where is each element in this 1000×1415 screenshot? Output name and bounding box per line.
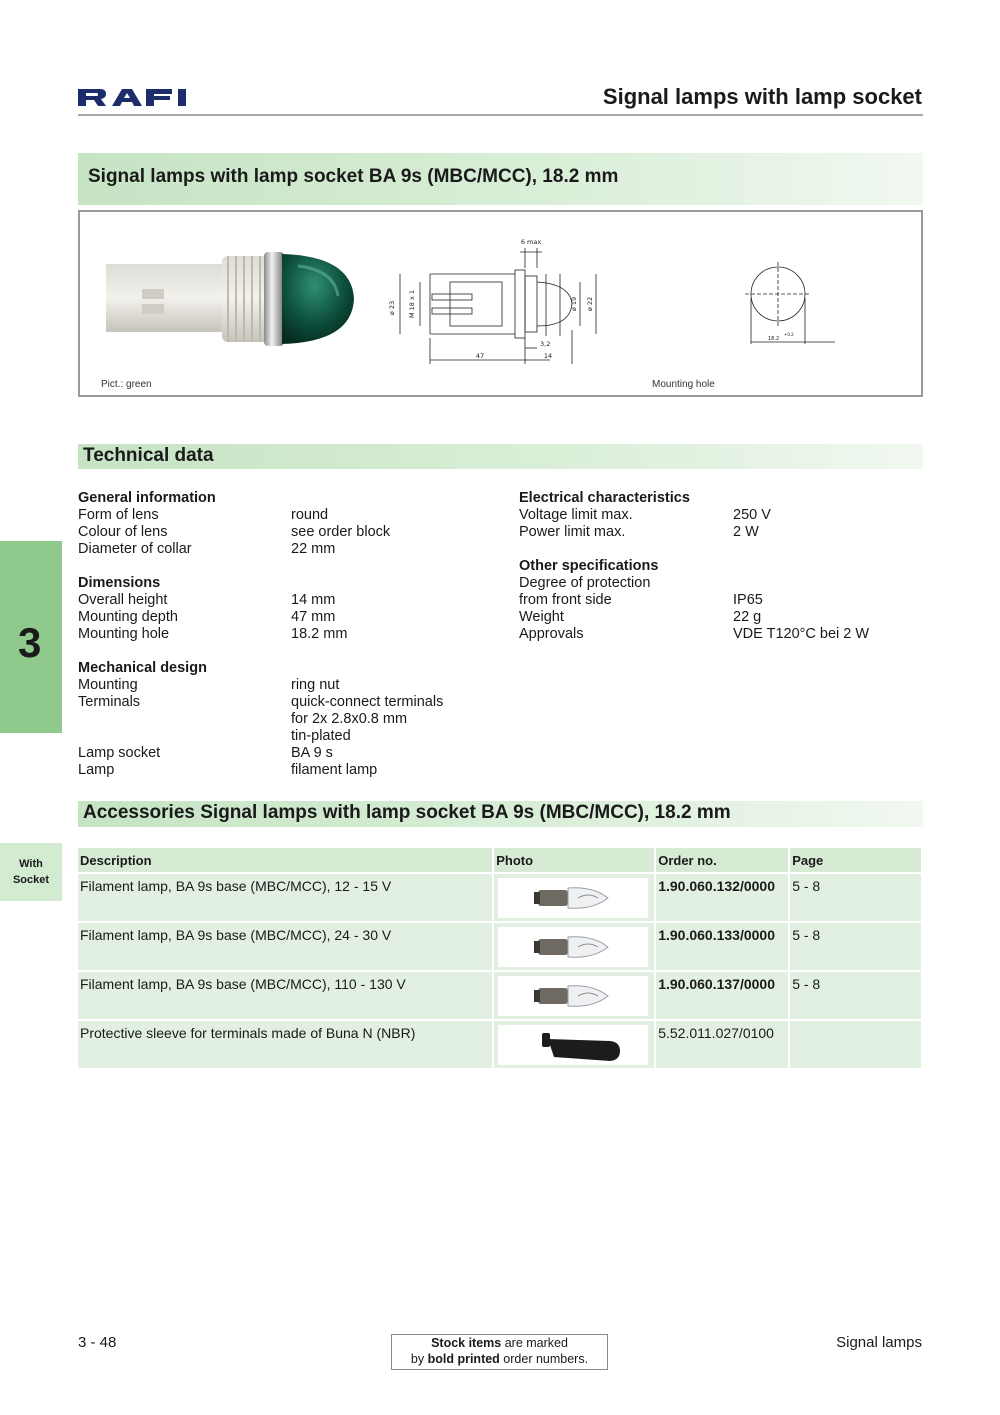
spec-label: from front side bbox=[519, 592, 612, 608]
spec-label: Overall height bbox=[78, 592, 168, 608]
description-cell: Filament lamp, BA 9s base (MBC/MCC), 24 - 30 V bbox=[78, 922, 493, 971]
column-header-page: Page bbox=[789, 848, 922, 873]
spec-value: 14 mm bbox=[291, 592, 336, 608]
spec-value: tin-plated bbox=[291, 728, 351, 744]
page-cell: 5 - 8 bbox=[789, 873, 922, 922]
page-number: 3 - 48 bbox=[78, 1334, 117, 1351]
spec-value: IP65 bbox=[733, 592, 763, 608]
spec-value: see order block bbox=[291, 524, 391, 540]
svg-text:+0.2: +0.2 bbox=[784, 332, 794, 337]
order-number-cell: 5.52.011.027/0100 bbox=[655, 1020, 789, 1068]
spec-value: 18.2 mm bbox=[291, 626, 348, 642]
mounting-hole-drawing bbox=[740, 262, 850, 352]
svg-text:47: 47 bbox=[475, 352, 485, 360]
spec-label: Lamp bbox=[78, 762, 115, 778]
svg-text:14: 14 bbox=[543, 352, 553, 360]
footer-section-name: Signal lamps bbox=[836, 1334, 922, 1351]
page-cell bbox=[789, 1020, 922, 1068]
photo-cell bbox=[493, 873, 655, 922]
spec-label: Weight bbox=[519, 609, 564, 625]
page-cell: 5 - 8 bbox=[789, 971, 922, 1020]
spec-value: BA 9 s bbox=[291, 745, 333, 761]
spec-value: quick-connect terminals bbox=[291, 694, 444, 710]
accessories-header bbox=[78, 801, 923, 827]
header-divider bbox=[78, 114, 923, 116]
spec-label: Voltage limit max. bbox=[519, 507, 633, 523]
electrical-heading: Electrical characteristics bbox=[519, 490, 690, 506]
spec-label: Degree of protection bbox=[519, 575, 651, 591]
column-header-description: Description bbox=[78, 848, 493, 873]
table-row bbox=[78, 873, 922, 922]
spec-value: round bbox=[291, 507, 329, 523]
svg-text:18.2: 18.2 bbox=[768, 336, 780, 342]
chapter-tab[interactable] bbox=[0, 541, 62, 733]
tech-right-labels bbox=[519, 490, 690, 643]
spec-label: Diameter of collar bbox=[78, 541, 192, 557]
with-socket-label: With Socket bbox=[12, 858, 50, 886]
spec-label: Mounting depth bbox=[78, 609, 178, 625]
description-cell: Protective sleeve for terminals made of Buna N (NBR) bbox=[78, 1020, 493, 1068]
chapter-number: 3 bbox=[18, 619, 42, 666]
table-row bbox=[78, 971, 922, 1020]
technical-data-header bbox=[78, 444, 923, 469]
svg-text:ø 22: ø 22 bbox=[586, 296, 594, 312]
table-row bbox=[78, 922, 922, 971]
photo-cell bbox=[493, 1020, 655, 1068]
column-header-photo: Photo bbox=[493, 848, 655, 873]
order-number-cell: 1.90.060.137/0000 bbox=[655, 971, 789, 1020]
spec-label: Power limit max. bbox=[519, 524, 626, 540]
spec-label: Approvals bbox=[519, 626, 584, 642]
spec-value: 22 g bbox=[733, 609, 762, 625]
filament-lamp-photo bbox=[498, 878, 648, 918]
page-header-title: Signal lamps with lamp socket bbox=[602, 84, 922, 109]
page-cell: 5 - 8 bbox=[789, 922, 922, 971]
accessories-title: Accessories Signal lamps with lamp socket BA 9s (MBC/MCC), 18.2 mm bbox=[83, 802, 731, 823]
order-number-cell: 1.90.060.133/0000 bbox=[655, 922, 789, 971]
technical-data-title: Technical data bbox=[83, 445, 214, 466]
other-specs-heading: Other specifications bbox=[519, 558, 659, 574]
spec-value: 250 V bbox=[733, 507, 771, 523]
spec-value: 47 mm bbox=[291, 609, 336, 625]
product-section-title: Signal lamps with lamp socket BA 9s (MBC/MCC), 18.2 mm bbox=[88, 166, 619, 187]
tech-right-values bbox=[733, 490, 869, 643]
tech-left-values bbox=[291, 490, 443, 779]
signal-lamp-photo bbox=[102, 244, 362, 354]
filament-lamp-photo bbox=[498, 927, 648, 967]
photo-cell bbox=[493, 971, 655, 1020]
spec-value: 22 mm bbox=[291, 541, 336, 557]
svg-text:M 18 x 1: M 18 x 1 bbox=[408, 289, 416, 319]
dimension-drawing bbox=[380, 230, 640, 380]
order-number-cell: 1.90.060.132/0000 bbox=[655, 873, 789, 922]
description-cell: Filament lamp, BA 9s base (MBC/MCC), 12 - 15 V bbox=[78, 873, 493, 922]
stock-items-note: Stock items are marked by bold printed order numbers. bbox=[391, 1334, 608, 1370]
spec-label: Mounting bbox=[78, 677, 138, 693]
with-socket-tab[interactable] bbox=[0, 843, 62, 901]
photo-cell bbox=[493, 922, 655, 971]
spec-value: filament lamp bbox=[291, 762, 378, 778]
dimensions-heading: Dimensions bbox=[78, 575, 161, 591]
rafi-logo bbox=[78, 88, 202, 107]
table-row bbox=[78, 1020, 922, 1068]
spec-label: Colour of lens bbox=[78, 524, 168, 540]
accessories-table bbox=[78, 848, 923, 1068]
mechanical-heading: Mechanical design bbox=[78, 660, 207, 676]
spec-label: Form of lens bbox=[78, 507, 159, 523]
product-section-header bbox=[78, 153, 923, 205]
mounting-hole-caption: Mounting hole bbox=[652, 379, 715, 390]
svg-text:ø 19: ø 19 bbox=[570, 296, 578, 312]
description-cell: Filament lamp, BA 9s base (MBC/MCC), 110 - 130 V bbox=[78, 971, 493, 1020]
spec-label: Lamp socket bbox=[78, 745, 161, 761]
svg-text:ø 23: ø 23 bbox=[388, 300, 396, 316]
spec-value: for 2x 2.8x0.8 mm bbox=[291, 711, 408, 727]
spec-value: 2 W bbox=[733, 524, 759, 540]
filament-lamp-photo bbox=[498, 976, 648, 1016]
spec-value: ring nut bbox=[291, 677, 340, 693]
tech-left-labels bbox=[78, 490, 216, 779]
product-figure bbox=[78, 210, 923, 397]
protective-sleeve-photo bbox=[498, 1025, 648, 1065]
svg-text:6 max: 6 max bbox=[520, 238, 542, 246]
column-header-order-no: Order no. bbox=[655, 848, 789, 873]
spec-value: VDE T120°C bei 2 W bbox=[733, 626, 870, 642]
svg-text:3,2: 3,2 bbox=[540, 340, 551, 348]
spec-label: Mounting hole bbox=[78, 626, 170, 642]
photo-caption: Pict.: green bbox=[101, 379, 152, 390]
spec-label: Terminals bbox=[78, 694, 141, 710]
general-info-heading: General information bbox=[78, 490, 216, 506]
table-header-row bbox=[78, 848, 922, 873]
